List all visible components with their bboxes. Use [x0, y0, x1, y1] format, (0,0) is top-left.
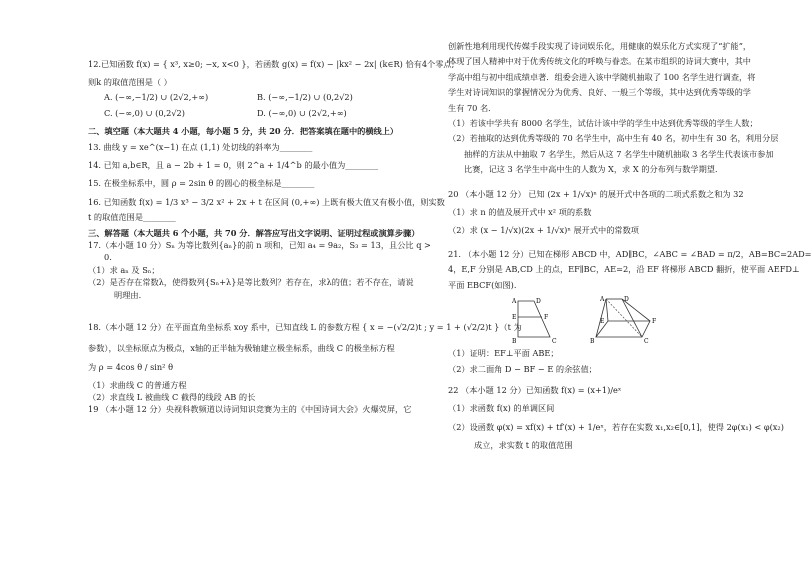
- question-14: 14. 已知 a,b∈R，且 a − 2b + 1 = 0，则 2^a + 1/4^b 的最小值为________: [88, 160, 379, 171]
- section-3-heading: 三、解答题（本大题共 6 个小题，共 70 分．解答应写出文字说明、证明过程或演算步骤）: [88, 227, 420, 238]
- question-19-part2-cont1: 抽样的方法从中抽取 7 名学生，然后从这 7 名学生中随机抽取 3 名学生代表该市参加: [464, 148, 774, 159]
- label-d: D: [536, 298, 541, 306]
- question-17-line2: 0.: [104, 252, 112, 263]
- question-18-part2: （2）求直线 L 被曲线 C 截得的线段 AB 的长: [88, 391, 256, 402]
- label-a: A: [512, 298, 517, 306]
- question-13: 13. 曲线 y = xe^(x−1) 在点 (1,1) 处切线的斜率为________: [88, 141, 313, 152]
- right-column: [448, 40, 812, 451]
- question-20-line1: 20 （本小题 12 分） 已知 (2x + 1/√x)ⁿ 的展开式中各项的二项式系数之和为 32: [448, 188, 744, 199]
- question-18-line3: 为 ρ = 4cos θ / sin² θ: [88, 361, 173, 372]
- option-b: B. (−∞,−1/2) ∪ (0,2√2): [257, 92, 353, 103]
- question-22-part1: （1）求函数 f(x) 的单调区间: [448, 403, 555, 414]
- question-21-figures: [448, 293, 778, 345]
- question-19-part2-cont2: 比赛，记这 3 名学生中高中生的人数为 X，求 X 的分布列与数学期望．: [464, 164, 724, 175]
- question-19-line5: 学生对诗词知识的掌握情况分为优秀、良好、一般三个等级，其中达到优秀等级的学: [448, 87, 751, 98]
- question-17-line1: 17.（本小题 10 分）Sₙ 为等比数列{aₙ}的前 n 项和，已知 a₄ = 9a₂，S₃ = 13，且公比 q >: [88, 240, 431, 251]
- question-22-part2-cont: 成立，求实数 t 的取值范围: [474, 439, 573, 450]
- trapezoid-figure: [506, 293, 562, 345]
- question-16-line1: 16. 已知函数 f(x) = 1/3 x³ − 3/2 x² + 2x + t 在区间 (0,+∞) 上既有极大值又有极小值，则实数: [88, 196, 445, 207]
- question-19-part2: （2）若抽取的达到优秀等级的 70 名学生中，高中生有 40 名，初中生有 30 名，利用分层: [448, 133, 779, 144]
- label-b-3d: B: [590, 338, 595, 346]
- question-19-line4: 学高中组与初中组成绩卓著．组委会进入该中学随机抽取了 100 名学生进行调查，将: [448, 71, 756, 82]
- question-18-part1: （1）求曲线 C 的普通方程: [88, 379, 187, 390]
- question-22-part2: （2）设函数 φ(x) = xf(x) + tf′(x) + 1/eˣ，若存在实数 x₁,x₂∈[0,1]，使得 2φ(x₁) < φ(x₂): [448, 421, 784, 432]
- question-19-line2: 创新性地利用现代传媒手段实现了诗词娱乐化，用健康的娱乐化方式实现了“扩能”，: [448, 41, 752, 51]
- label-c-3d: C: [644, 338, 649, 346]
- label-a-3d: A: [600, 296, 605, 304]
- section-2-heading: 二、填空题（本大题共 4 小题，每小题 5 分，共 20 分．把答案填在题中的横线上）: [88, 126, 399, 137]
- question-12-options-row2: [88, 107, 410, 119]
- question-21-part2: （2）求二面角 D − BF − E 的余弦值；: [448, 363, 597, 374]
- question-20-part2: （2）求 (x − 1/√x)(2x + 1/√x)ⁿ 展开式中的常数项: [448, 225, 639, 236]
- option-a: A. (−∞,−1/2) ∪ (2√2,+∞): [104, 92, 209, 103]
- question-15: 15. 在极坐标系中，圆 ρ = 2sin θ 的圆心的极坐标是________: [88, 178, 315, 189]
- label-e: E: [512, 314, 517, 322]
- question-19-line6: 生有 70 名．: [448, 102, 497, 113]
- question-19-line1: 19 （本小题 12 分）央视科教频道以诗词知识竞赛为主的《中国诗词大会》火爆荧屏，它: [88, 404, 412, 415]
- question-12-stem: 12.已知函数 f(x) = { x³, x≥0; −x, x<0 }，若函数 g(x) = f(x) − |kx² − 2x| (k∈R) 恰有4个零点,: [88, 59, 455, 69]
- label-b: B: [512, 338, 517, 346]
- option-c: C. (−∞,0) ∪ (0,2√2): [104, 107, 185, 118]
- question-17-part2-cont: 明理由.: [114, 289, 142, 300]
- question-19-part1: （1）若该中学共有 8000 名学生，试估计该中学的学生中达到优秀等级的学生人数；: [448, 118, 758, 129]
- label-c: C: [552, 338, 557, 346]
- question-20-part1: （1）求 n 的值及展开式中 x² 项的系数: [448, 206, 592, 217]
- question-12-options-row1: [88, 91, 410, 103]
- label-f: F: [544, 314, 549, 322]
- question-21-line1: 21. （本小题 12 分）已知在梯形 ABCD 中，AD∥BC，∠ABC = ∠BAD = π/2，AB=BC=2AD=: [448, 249, 812, 260]
- question-21-line2: 4，E,F 分别是 AB,CD 上的点，EF∥BC，AE=2，沿 EF 将梯形 ABCD 翻折，使平面 AEFD⊥: [448, 264, 800, 275]
- question-17-part1: （1）求 aₙ 及 Sₙ；: [88, 264, 160, 275]
- label-e-3d: E: [600, 318, 605, 326]
- question-21-line3: 平面 EBCF(如图).: [448, 279, 517, 290]
- question-21-part1: （1）证明：EF⊥平面 ABE；: [448, 348, 559, 359]
- label-f-3d: F: [652, 318, 657, 326]
- question-16-line2: t 的取值范围是________: [88, 212, 176, 223]
- question-18-line2: 参数），以坐标原点为极点，x轴的正半轴为极轴建立极坐标系，曲线 C 的极坐标方程: [88, 343, 395, 354]
- option-d: D. (−∞,0) ∪ (2√2,+∞): [257, 107, 347, 118]
- question-19-line3: 体现了国人精神中对于优秀传统文化的呼唤与眷恋。在某市组织的诗词大赛中，其中: [448, 56, 751, 67]
- question-12-prompt: 则k 的取值范围是（ ）: [88, 77, 172, 87]
- question-17-part2: （2）是否存在常数λ，使得数列{Sₙ+λ}是等比数列？若存在，求λ的值；若不存在，请说: [88, 277, 414, 288]
- folded-solid-figure: [586, 293, 658, 345]
- question-22-line1: 22 （本小题 12 分）已知函数 f(x) = (x+1)/eˣ: [448, 385, 622, 396]
- label-d-3d: D: [624, 296, 629, 304]
- question-18-line1: 18.（本小题 12 分）在平面直角坐标系 xoy 系中，已知直线 L 的参数方程 { x = −(√2/2)t ; y = 1 + (√2/2)t }（t 为: [88, 322, 522, 333]
